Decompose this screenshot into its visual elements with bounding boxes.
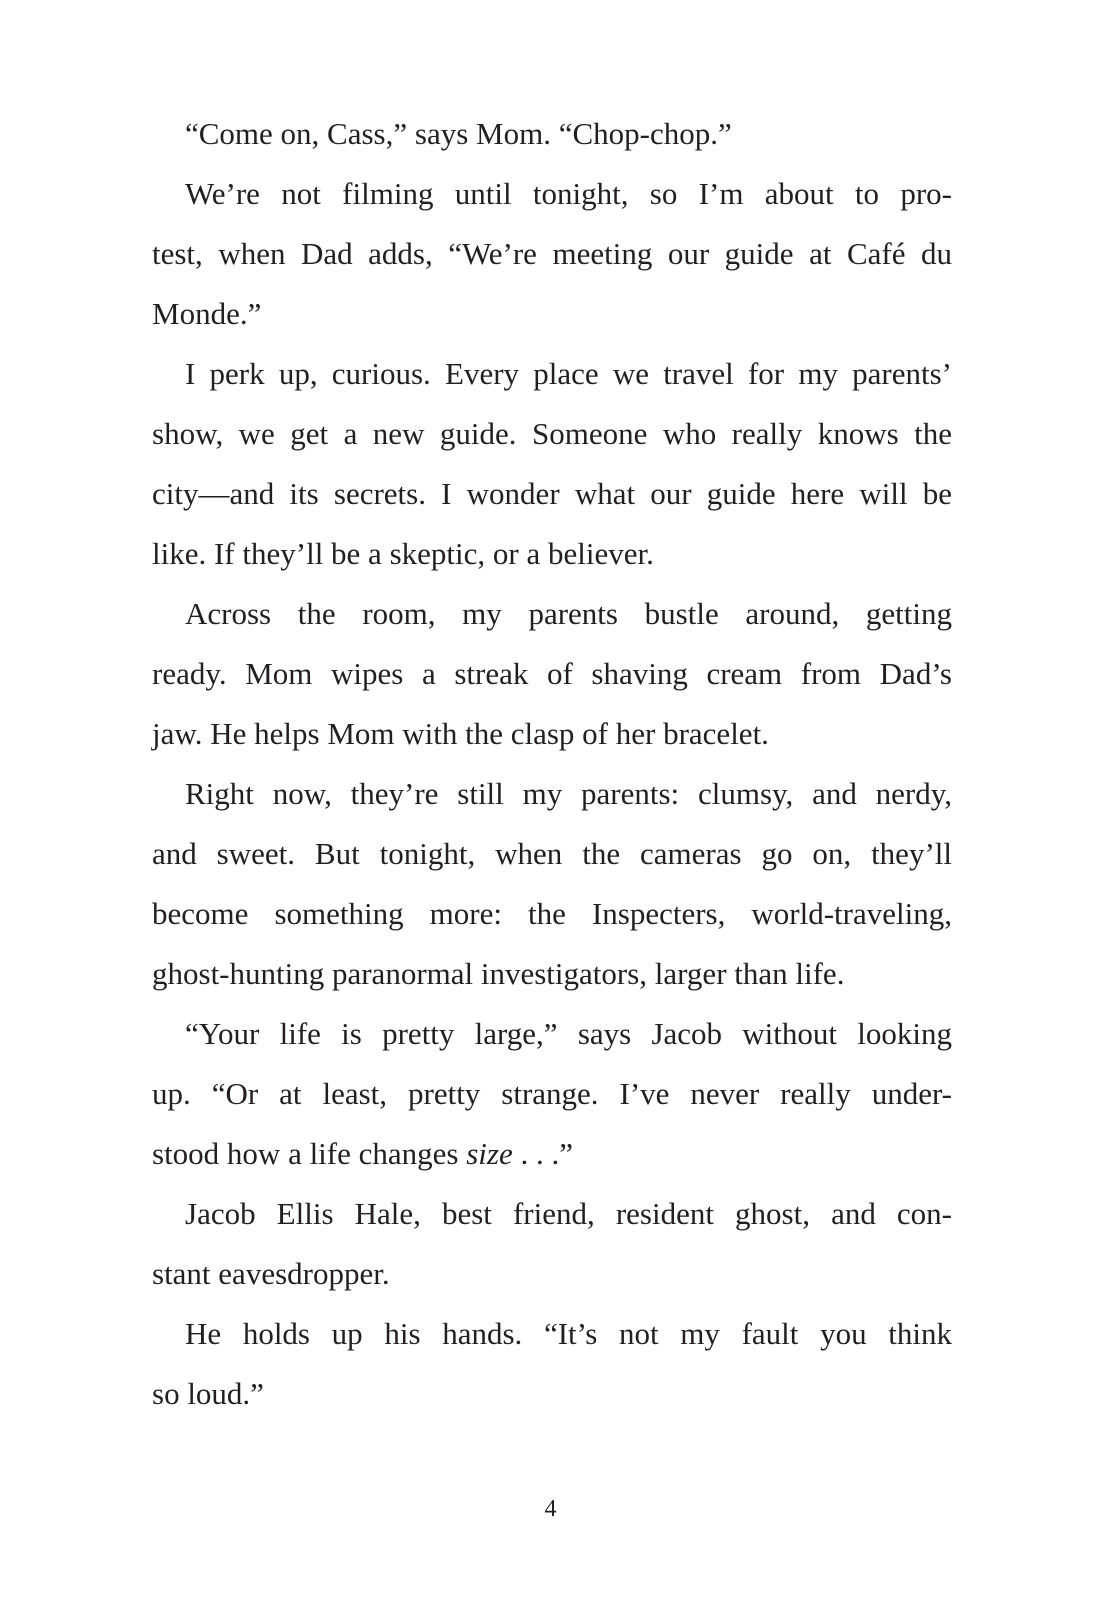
text-line: [152, 284, 952, 344]
text-line: [152, 704, 952, 764]
text-segment: stant eavesdropper.: [152, 1256, 390, 1291]
text-segment: stood how a life changes: [152, 1136, 467, 1171]
page-number: 4: [544, 1496, 557, 1522]
text-segment: jaw. He helps Mom with the clasp of her bracelet.: [152, 716, 769, 751]
text-segment: I perk up, curious. Every place we travel for my parents’: [185, 356, 952, 391]
text-line: [152, 1244, 952, 1304]
text-segment: . . .”: [512, 1136, 573, 1171]
text-line: [152, 224, 952, 284]
text-segment: ready. Mom wipes a streak of shaving cream from Dad’s: [152, 656, 952, 691]
text-line: [152, 884, 952, 944]
text-segment: Across the room, my parents bustle around, getting: [185, 596, 952, 631]
text-line: [152, 344, 952, 404]
text-line: [152, 524, 952, 584]
text-segment: become something more: the Inspecters, world-traveling,: [152, 896, 952, 931]
text-line: [152, 1064, 952, 1124]
text-line: [152, 1304, 952, 1364]
italic-word: size: [466, 1136, 513, 1171]
text-segment: and sweet. But tonight, when the cameras go on, they’ll: [152, 836, 952, 871]
text-segment: Right now, they’re still my parents: clumsy, and nerdy,: [185, 776, 952, 811]
text-line: [152, 644, 952, 704]
text-segment: up. “Or at least, pretty strange. I’ve never really under-: [152, 1076, 952, 1111]
text-segment: city—and its secrets. I wonder what our guide here will be: [152, 476, 952, 511]
text-segment: show, we get a new guide. Someone who really knows the: [152, 416, 952, 451]
text-segment: ghost-hunting paranormal investigators, larger than life.: [152, 956, 845, 991]
text-segment: We’re not filming until tonight, so I’m about to pro-: [185, 176, 952, 211]
body-text: [152, 104, 952, 1424]
text-segment: test, when Dad adds, “We’re meeting our guide at Café du: [152, 236, 952, 271]
text-line: [152, 1004, 952, 1064]
text-line: [152, 1364, 952, 1424]
text-line: [152, 764, 952, 824]
text-line: [152, 1184, 952, 1244]
text-line: [152, 584, 952, 644]
text-line: [152, 944, 952, 1004]
text-line: [152, 404, 952, 464]
text-segment: He holds up his hands. “It’s not my fault you think: [185, 1316, 952, 1351]
text-line: [152, 104, 952, 164]
text-line: [152, 464, 952, 524]
text-segment: Monde.”: [152, 296, 262, 331]
text-line: [152, 1124, 952, 1184]
text-segment: Jacob Ellis Hale, best friend, resident ghost, and con-: [185, 1196, 952, 1231]
text-segment: like. If they’ll be a skeptic, or a believer.: [152, 536, 654, 571]
text-segment: “Come on, Cass,” says Mom. “Chop-chop.”: [185, 116, 732, 151]
text-line: [152, 824, 952, 884]
text-line: [152, 164, 952, 224]
text-segment: “Your life is pretty large,” says Jacob without looking: [185, 1016, 952, 1051]
text-segment: so loud.”: [152, 1376, 264, 1411]
